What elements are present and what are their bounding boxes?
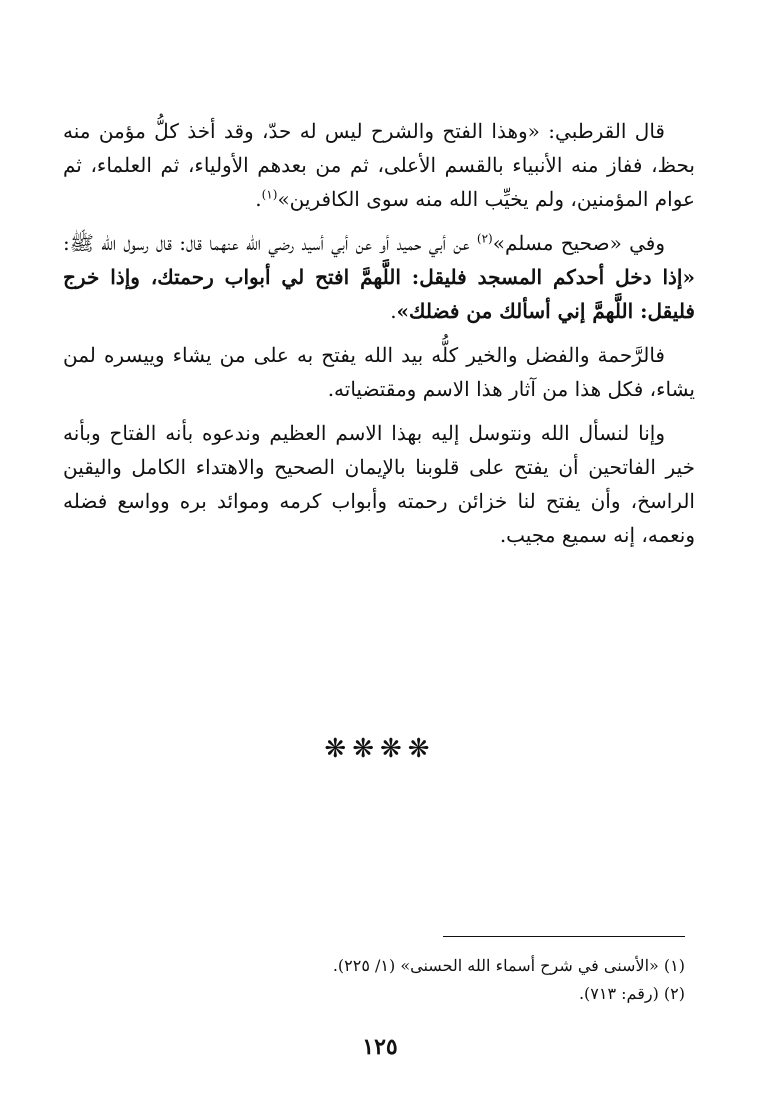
text-run: قال القرطبي: «وهذا الفتح والشرح ليس له حدّ، وقد أخذ كلُّ مؤمن منه بحظ، ففاز منه الأنبياء بالقسم الأعلى، ثم من بعدهم الأولياء، ثم العلماء، ثم عوام المؤمنين، ولم يخيِّب الله منه سوى الكافرين» (63, 119, 695, 211)
footnote-ref: (١) (261, 187, 278, 202)
footnotes (85, 952, 685, 1008)
section-separator: ❋❋❋❋ (324, 734, 436, 764)
text-run: فالرَّحمة والفضل والخير كلُّه بيد الله يفتح به على من يشاء وييسره لمن يشاء، فكل هذا من آثار هذا الاسم ومقتضياته. (63, 343, 695, 401)
text-run: . (390, 299, 397, 323)
main-text (63, 114, 695, 562)
footnote-1: (١) «الأسنى في شرح أسماء الله الحسنى» (١/ ٢٢٥). (332, 956, 685, 975)
footnote-2: (٢) (رقم: ٧١٣). (578, 984, 685, 1003)
text-run: وإنا لنسأل الله ونتوسل إليه بهذا الاسم العظيم وندعوه بأنه الفتاح وبأنه خير الفاتحين أن يفتح على قلوبنا بالإيمان الصحيح والاهتداء الكامل واليقين الراسخ، وأن يفتح لنا خزائن رحمته وأبواب كرمه وموائد بره وواسع فضله ونعمه، إنه سميع مجيب. (63, 421, 695, 547)
page-number: ١٢٥ (362, 1034, 398, 1060)
footnote-divider (443, 936, 685, 937)
paragraph (63, 416, 695, 552)
hadith-quote: «إذا دخل أحدكم المسجد فليقل: اللَّهمَّ افتح لي أبواب رحمتك، وإذا خرج فليقل: اللَّهمَّ إني أسألك من فضلك» (63, 265, 695, 323)
paragraph (63, 114, 695, 216)
text-run: وفي «صحيح مسلم» (492, 231, 665, 255)
paragraph (63, 226, 695, 328)
footnote-ref: (٢) (476, 231, 493, 246)
text-run: . (255, 187, 262, 211)
text-run: عن أبي حميد أو عن أبي أسيد رضي الله عنهما قال: قال رسول الله ﷺ: (63, 231, 477, 255)
paragraph (63, 338, 695, 406)
